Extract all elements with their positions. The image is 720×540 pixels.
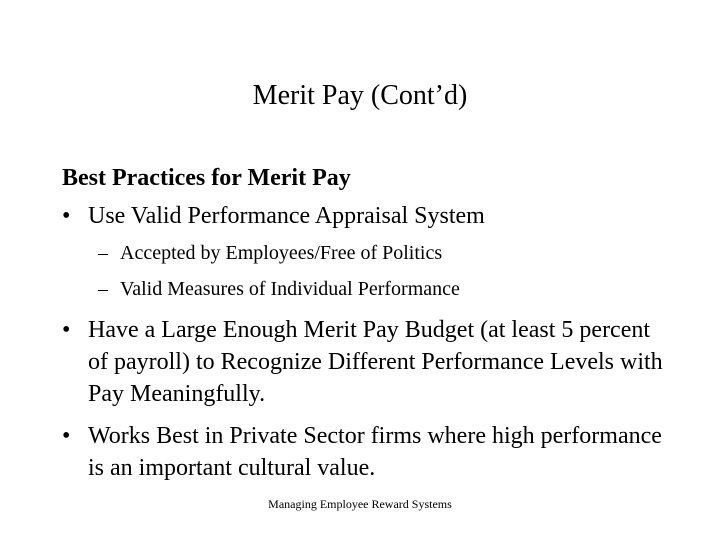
bullet-item [62, 420, 672, 484]
bullet-item [62, 314, 672, 410]
sub-bullet-item [98, 276, 658, 302]
section-heading: Best Practices for Merit Pay [62, 165, 351, 191]
bullet-item [62, 200, 672, 232]
sub-bullet-item [98, 240, 658, 266]
bullet-text: Works Best in Private Sector firms where high performance is an important cultural value. [88, 423, 662, 481]
bullet-text: Have a Large Enough Merit Pay Budget (at least 5 percent of payroll) to Recognize Different Performance Levels with Pay Meaningfully. [88, 317, 663, 407]
sub-bullet-text: Valid Measures of Individual Performance [120, 278, 460, 300]
bullet-text: Use Valid Performance Appraisal System [88, 203, 485, 229]
bullet-marker: • [62, 317, 71, 343]
dash-marker: – [98, 278, 108, 300]
bullet-marker: • [62, 423, 71, 449]
slide-footer: Managing Employee Reward Systems [268, 497, 452, 511]
dash-marker: – [98, 242, 108, 264]
slide-title: Merit Pay (Cont’d) [252, 80, 468, 111]
bullet-marker: • [62, 203, 71, 229]
sub-bullet-text: Accepted by Employees/Free of Politics [120, 242, 443, 264]
